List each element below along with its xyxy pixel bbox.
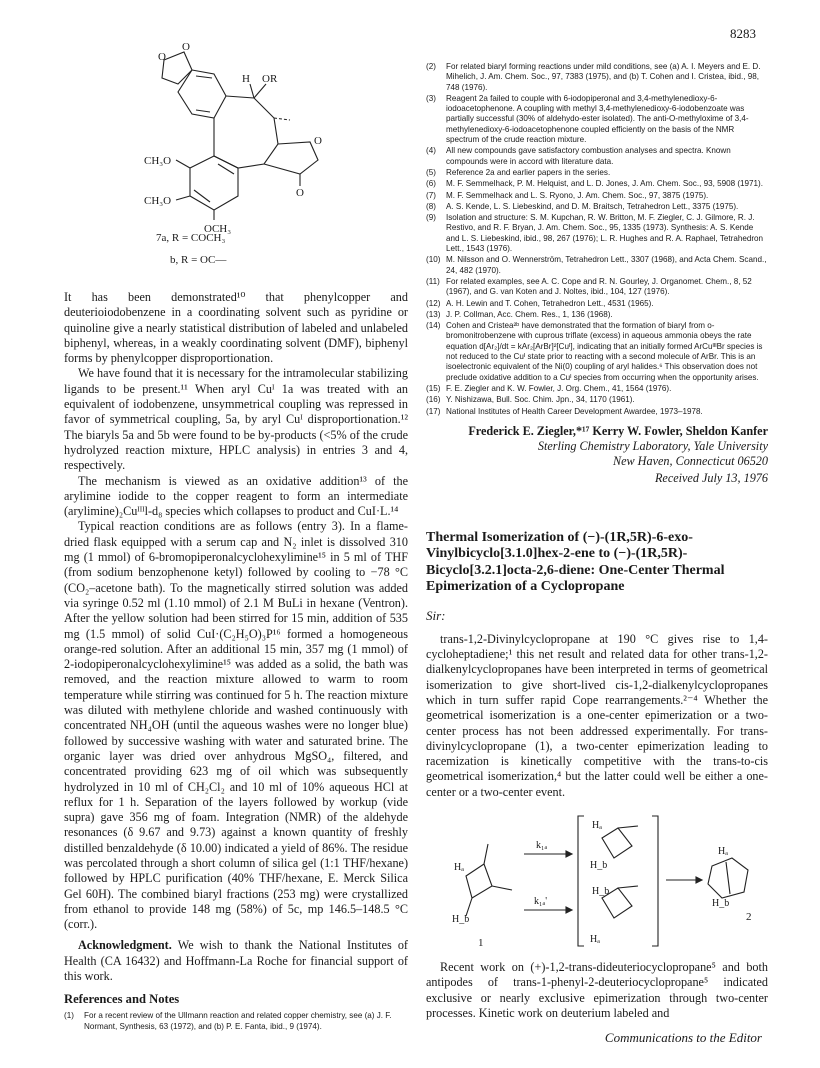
- label-o3: O: [314, 135, 322, 147]
- left-body: [64, 290, 408, 984]
- reference-number: (17): [426, 406, 441, 416]
- reference-text: A. H. Lewin and T. Cohen, Tetrahedron Lett., 4531 (1965).: [446, 298, 654, 308]
- reference-text: Reagent 2a failed to couple with 6-iodopiperonal and 3,4-methylenedioxy-6-iodoacetophenone. A coupling with methyl 3,4-methylenedioxy-6-iodobenzoate was partially successful (30% of aldehydo-ester isolated). The anti-O-methyloxime of 3,4-methylenedioxy-6-iodoacetophenone coupled efficiently on the basis of the NMR spectrum of the crude reaction mixture.: [446, 93, 749, 145]
- h-label-4: H_b: [590, 860, 608, 872]
- reference-text: M. F. Semmelhack, P. M. Helquist, and L. D. Jones, J. Am. Chem. Soc., 93, 5908 (1971).: [446, 179, 763, 189]
- chemical-structure-7: [64, 40, 408, 252]
- reference-item: [426, 179, 768, 189]
- h-label-1: Hₐ: [454, 862, 464, 874]
- h-label-5: H_b: [592, 886, 610, 898]
- left-paragraph: The mechanism is viewed as an oxidative addition¹³ of the arylimine iodide to the copper reagent to form an intermediate (arylimine)₂Cuᴵᴵᴵl-d₈ species which collapses to product and CuI·L.¹⁴: [64, 473, 408, 519]
- reaction-scheme: [426, 806, 768, 956]
- reference-text: Isolation and structure: S. M. Kupchan, R. W. Britton, M. F. Ziegler, C. J. Gilmore, R. J. Restivo, and R. F. Bryan, J. Am. Chem. Soc., 95, 1335 (1973). Synthesis: A. S. Kende and L. S. Liebeskind, ibid., 98, 267 (1976); L. R. Hughes and R. A. Raphael, Tetrahedron Lett., 1543 (1976).: [446, 213, 764, 254]
- reference-number: (15): [426, 383, 441, 393]
- acknowledgment-head: Acknowledgment.: [78, 938, 172, 953]
- right-body-2: [426, 960, 768, 1021]
- reference-text: M. F. Semmelhack and L. S. Ryono, J. Am. Chem. Soc., 97, 3875 (1975).: [446, 190, 709, 200]
- label-o4: O: [296, 187, 304, 199]
- left-paragraph: Typical reaction conditions are as follows (entry 3). In a flame-dried flask equipped with a serum cap and N₂ inlet is dissolved 310 mg (1 mmol) of 6-bromopiperonalcyclohexylimine¹⁵ in 5 ml of THF (from sodium benzophenone ketyl) followed by cooling to −78 °C (CO₂–acetone bath). To the magnetically stirred solution was added via syringe 0.52 ml (1.10 mmol) of 2.1 M BuLi in hexane (Ventron). After the yellow solution had been stirred for 15 min, addition of 535 mg (1.5 mmol) of solid CuI·(C₂H₅O)₃P¹⁶ formed a homogeneous orange-red solution. After an additional 15 min, 357 mg (1 mmol) of 2-iodopiperonalcyclohexylimine¹⁵ was added as a solid, the bath was removed, and the reaction mixture allowed to warm to room temperature while stirring was continued for 5 h. The reaction mixture was diluted with methylene chloride and washed continuously with concentrated NH₄OH (until the aqueous washes were no longer blue) followed by successive washing with water and saturated brine. The organic layer was dried over anhydrous MgSO₄, filtered, and concentrated providing 623 mg of oil which was subsequently hydrolyzed in 10 ml of CH₂Cl₂ and 10 ml of 10% aqueous HCl at reflux for 1 h. Separation of the layers followed by workup (vide supra) gave 356 mg of foam. Integration (NMR) of the aldehyde resonances (δ 9.67 and 9.73) against a known quantity of freshly distilled benzaldehyde (δ 10.00) indicated a yield of 86%. The residue was percolated through a short column of silica gel (1:1 THF/hexane) followed by HPLC purification (40% THF/hexane, E. Merck Silica Gel 60H). The combined biaryl fractions (253 mg) were crystallized from ethanol to provide 148 mg (58%) of 5c, mp 146.5–148.5 °C (corr.).: [64, 519, 408, 932]
- reference-number: (7): [426, 190, 436, 200]
- rate-constant-bottom: k₁ₐ': [534, 896, 548, 908]
- h-label-6: Hₐ: [590, 934, 600, 946]
- left-column: [64, 40, 408, 1033]
- h-label-2: H_b: [452, 914, 470, 926]
- podophyllotoxin-structure-drawing: [114, 40, 374, 252]
- reference-text: For related examples, see A. C. Cope and R. N. Gourley, J. Organomet. Chem., 8, 52 (1967), and G. van Koten and J. Noltes, ibid., 104, 127 (1976).: [446, 276, 752, 297]
- reference-number: (5): [426, 167, 436, 177]
- reference-item: [426, 255, 768, 276]
- reference-item: [426, 277, 768, 298]
- reference-text: Y. Nishizawa, Bull. Soc. Chim. Jpn., 34, 1170 (1961).: [446, 395, 635, 405]
- acknowledgment: [64, 938, 408, 984]
- reference-number: (4): [426, 146, 436, 156]
- structure-caption-a: 7a, R = COCH₃: [156, 232, 226, 244]
- reference-text: All new compounds gave satisfactory combustion analyses and spectra. Known compounds were in accord with literature data.: [446, 146, 731, 166]
- reference-text: F. E. Ziegler and K. W. Fowler, J. Org. Chem., 41, 1564 (1976).: [446, 383, 672, 393]
- reference-number: (2): [426, 62, 436, 71]
- reference-item: [426, 321, 768, 383]
- reference-number: (10): [426, 255, 441, 265]
- label-ch3o-2: CH₃O: [144, 195, 172, 207]
- reference-item: [426, 299, 768, 309]
- reference-item: [426, 191, 768, 201]
- reference-text: For related biaryl forming reactions under mild conditions, see (a) A. I. Meyers and E. D. Mihelich, J. Am. Chem. Soc., 97, 7383 (1975), and (b) T. Cohen and I. Cristea, ibid., 98, 748 (1976).: [446, 62, 761, 92]
- label-o1: O: [158, 51, 166, 63]
- reference-item: [426, 168, 768, 178]
- reference-number: (8): [426, 201, 436, 211]
- structure-caption-b: b, R = OC—: [170, 254, 227, 266]
- left-paragraph: We have found that it is necessary for the intramolecular stabilizing ligands to be present.¹¹ When aryl Cuᴵ 1a was treated with an equivalent of iodobenzene, unsymmetrical coupling was repressed in favor of symmetrical coupling, 5a, by aryl Cuᴵ disproportionation.¹² The biaryls 5a and 5b were found to be by-products (<5% of the crude hydrolyzed reaction mixture, HPLC analysis) in entries 3 and 4, respectively.: [64, 366, 408, 473]
- compound-1-label: 1: [478, 937, 484, 950]
- reference-number: (6): [426, 179, 436, 189]
- affiliation-line: Sterling Chemistry Laboratory, Yale University: [537, 438, 768, 453]
- right-column: [426, 62, 768, 1021]
- reference-text: For a recent review of the Ullmann reaction and related copper chemistry, see (a) J. F. Normant, Synthesis, 63 (1972), and (b) P. E. Fanta, ibid., 9 (1974).: [84, 1011, 392, 1031]
- label-h: H: [242, 73, 250, 85]
- journal-section-footer: Communications to the Editor: [604, 1030, 762, 1045]
- right-paragraph: trans-1,2-Divinylcyclopropane at 190 °C gives rise to 1,4-cycloheptadiene;¹ this net result and related data for other trans-1,2-dialkenylcyclopropanes have been interpreted in terms of geometrical isomerization to give short-lived cis-1,2-dialkenylcyclopropanes which in turn suffer rapid Cope rearrangements.²⁻⁴ Whether the geometrical isomerization is a one-center epimerization or a two-center process has not been addressed experimentally. For trans-divinylcyclopropane (1), a two-center epimerization leading to racemization is kinetically competitive with the trans-to-cis geometrical isomerization,⁴ but the latter could well be either a one-center or a two-center event.: [426, 631, 768, 799]
- salutation: Sir:: [426, 607, 446, 623]
- reference-item: [426, 384, 768, 394]
- h-label-3: Hₐ: [592, 820, 602, 832]
- label-ch3o-1: CH₃O: [144, 155, 172, 167]
- h-label-7: Hₐ: [718, 846, 728, 858]
- label-och3: OCH₃: [204, 223, 232, 235]
- reference-item: [426, 395, 768, 405]
- reference-text: National Institutes of Health Career Development Awardee, 1973–1978.: [446, 406, 703, 416]
- reference-number: (12): [426, 298, 441, 308]
- acknowledgment-text: We wish to thank the National Institutes of Health (CA 16432) and Hoffmann-La Roche for financial support of this work.: [64, 938, 408, 984]
- reference-number: (3): [426, 93, 436, 103]
- reference-item: [426, 94, 768, 145]
- compound-2-label: 2: [746, 911, 752, 924]
- rate-constant-top: k₁ₐ: [536, 840, 548, 852]
- reference-text: A. S. Kende, L. S. Liebeskind, and D. M. Braitsch, Tetrahedron Lett., 3375 (1975).: [446, 201, 739, 211]
- references-list: [426, 62, 768, 418]
- reference-item: [426, 407, 768, 417]
- reference-number: (16): [426, 395, 441, 405]
- label-or: OR: [262, 73, 278, 85]
- article-title: Thermal Isomerization of (−)-(1R,5R)-6-exo-Vinylbicyclo[3.1.0]hex-2-ene to (−)-(1R,5R)-Bicyclo[3.2.1]octa-2,6-diene: One-Center Thermal Epimerization of a Cyclopropane: [426, 529, 725, 595]
- reference-item: [426, 62, 768, 93]
- right-body-1: [426, 632, 768, 800]
- reference-item: [426, 146, 768, 167]
- reference-number: (13): [426, 309, 441, 319]
- reference-item: [426, 202, 768, 212]
- reference-item: [64, 1011, 408, 1032]
- reference-number: (11): [426, 276, 440, 286]
- label-o2: O: [182, 41, 190, 53]
- reference-number: (14): [426, 321, 441, 331]
- reference-item: [426, 213, 768, 254]
- affiliation-line: New Haven, Connecticut 06520: [612, 453, 768, 468]
- left-paragraph: It has been demonstrated¹⁰ that phenylcopper and deuterioiodobenzene in a coordinating solvent such as pyridine or quinoline give a nearly statistical distribution of labeled and unlabeled biphenyl, whereas, in a weakly coordinating solvent (DMF), biphenyl forms by phenylcopper disproportionation.: [64, 290, 408, 366]
- reference-text: Reference 2a and earlier papers in the series.: [446, 167, 611, 177]
- authors: Frederick E. Ziegler,*¹⁷ Kerry W. Fowler, Sheldon Kanfer: [468, 423, 768, 438]
- reference-text: J. P. Collman, Acc. Chem. Res., 1, 136 (1968).: [446, 309, 613, 319]
- page-number: 8283: [730, 26, 756, 41]
- reference-text: M. Nilsson and O. Wennerström, Tetrahedron Lett., 3307 (1968), and Acta Chem. Scand., 24, 482 (1970).: [446, 255, 767, 275]
- received-date: Received July 13, 1976: [654, 470, 768, 485]
- right-paragraph: Recent work on (+)-1,2-trans-dideuteriocyclopropane⁵ and both antipodes of trans-1-phenyl-2-deuteriocyclopropane⁵ indicated exclusive or nearly exclusive epimerization through two-center processes. Kinetic work on deuterium labeled and: [426, 960, 768, 1020]
- reference-text: Cohen and Cristea²ᵇ have demonstrated that the formation of biaryl from o-bromonitrobenzene with cuprous triflate (excess) in aqueous ammonia obeys the rate equation d[Ar₂]/dt = kAr₂[ArBr]²[Cuᴵ], indicating that an initially formed ArCuᴵᴵᴵBr species is not reduced to the Cuᴵ state prior to reacting with a second molecule of ArBr. This is an isoelectronic equivalent of the Ni(0) coupling of aryl halides.⁶ This observation does not preclude oxidative addition to a Cuᴵ species from occurring when the opportunity arises.: [446, 321, 763, 382]
- h-label-8: H_b: [712, 898, 730, 910]
- reference-number: (1): [64, 1011, 74, 1021]
- reaction-scheme-drawing: [426, 806, 768, 956]
- reference-item: [426, 310, 768, 320]
- reference-number: (9): [426, 213, 436, 223]
- references-title: References and Notes: [64, 992, 180, 1007]
